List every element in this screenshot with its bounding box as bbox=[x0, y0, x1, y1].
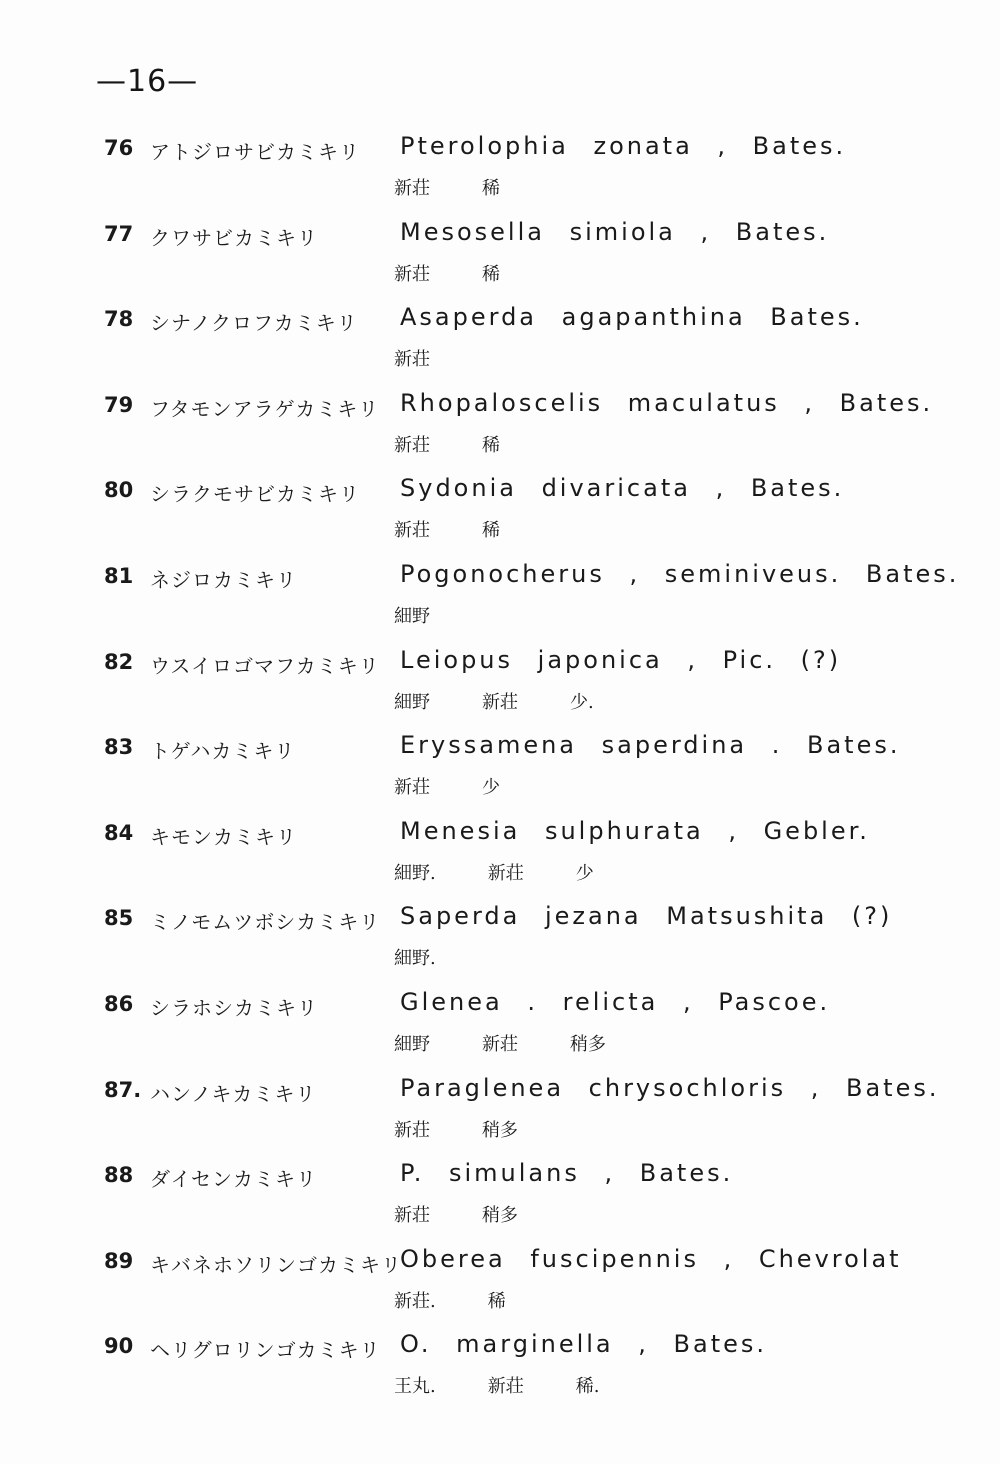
locality-notes bbox=[394, 688, 954, 714]
locality-note: 新荘 bbox=[394, 777, 430, 799]
locality-notes bbox=[394, 1287, 954, 1313]
entry-number: 90 bbox=[104, 1334, 134, 1359]
entry-number: 83 bbox=[104, 735, 134, 760]
locality-note: 稍多 bbox=[482, 1205, 518, 1227]
japanese-name: キモンカミキリ bbox=[150, 824, 297, 849]
entry-number: 89 bbox=[104, 1248, 134, 1273]
species-entry bbox=[0, 560, 1000, 650]
entry-number: 82 bbox=[104, 649, 134, 674]
locality-note: 細野 bbox=[394, 606, 430, 627]
locality-note: 稍多 bbox=[570, 1034, 606, 1055]
japanese-name: キバネホソリンゴカミキリ bbox=[150, 1252, 402, 1277]
entry-number: 86 bbox=[104, 992, 134, 1016]
locality-note: 稀 bbox=[482, 263, 500, 285]
locality-note: 新荘 bbox=[394, 1205, 430, 1227]
scientific-name: Oberea fuscipennis , Chevrolat bbox=[400, 1244, 902, 1273]
locality-notes bbox=[394, 431, 954, 457]
japanese-name: クワサビカミキリ bbox=[150, 225, 318, 250]
japanese-name: ダイセンカミキリ bbox=[150, 1167, 317, 1192]
scientific-name: Pterolophia zonata , Bates. bbox=[400, 132, 847, 160]
locality-note: 新荘 bbox=[394, 263, 430, 285]
locality-notes bbox=[394, 1372, 954, 1398]
japanese-name: アトジロサビカミキリ bbox=[150, 140, 360, 164]
locality-notes bbox=[394, 345, 954, 371]
entry-number: 85 bbox=[104, 906, 134, 931]
scientific-name: O. marginella , Bates. bbox=[400, 1330, 767, 1359]
entry-number: 88 bbox=[104, 1163, 134, 1188]
locality-note: 王丸. bbox=[394, 1376, 436, 1398]
page-number: —16— bbox=[96, 64, 199, 99]
locality-note: 新荘 bbox=[482, 1034, 518, 1055]
scientific-name: Pogonocherus , seminiveus. Bates. bbox=[400, 560, 960, 588]
scientific-name: Leiopus japonica , Pic. (?) bbox=[400, 645, 842, 674]
locality-notes bbox=[394, 260, 954, 286]
scientific-name: Mesosella simiola , Bates. bbox=[400, 217, 830, 246]
locality-note: 稀 bbox=[482, 434, 500, 456]
species-entry bbox=[0, 303, 1000, 393]
locality-note: 稀 bbox=[487, 1290, 506, 1312]
locality-note: 細野. bbox=[394, 862, 436, 884]
japanese-name: トゲハカミキリ bbox=[150, 739, 296, 764]
entry-number: 77 bbox=[104, 221, 134, 246]
locality-note: 稀 bbox=[482, 520, 500, 542]
entry-number: 79 bbox=[104, 392, 134, 417]
species-entry bbox=[0, 388, 1000, 479]
scientific-name: Eryssamena saperdina . Bates. bbox=[400, 731, 901, 760]
locality-notes bbox=[394, 602, 954, 628]
scientific-name: Saperda jezana Matsushita (?) bbox=[400, 902, 893, 931]
locality-notes bbox=[394, 1201, 954, 1227]
locality-note: 少 bbox=[575, 862, 594, 884]
locality-notes bbox=[394, 1030, 954, 1056]
species-entry bbox=[0, 132, 1000, 222]
species-entry bbox=[0, 217, 1000, 308]
locality-note: 新荘 bbox=[482, 691, 518, 713]
locality-note: 細野. bbox=[394, 948, 436, 970]
entry-number: 80 bbox=[104, 478, 134, 503]
species-entry bbox=[0, 902, 1000, 992]
locality-note: 細野 bbox=[394, 691, 430, 713]
locality-note: 新荘 bbox=[487, 862, 524, 884]
japanese-name: ハンノキカミキリ bbox=[150, 1081, 317, 1106]
species-entry bbox=[0, 816, 1000, 907]
entry-number: 76 bbox=[104, 136, 134, 160]
locality-note: 新荘 bbox=[394, 349, 430, 371]
locality-notes bbox=[394, 516, 954, 542]
japanese-name: ネジロカミキリ bbox=[150, 568, 297, 592]
japanese-name: ウスイロゴマフカミキリ bbox=[150, 653, 380, 678]
locality-note: 新荘 bbox=[394, 1119, 430, 1141]
species-entry bbox=[0, 1073, 1000, 1164]
species-entry bbox=[0, 1244, 1000, 1335]
locality-note: 新荘 bbox=[394, 434, 430, 456]
japanese-name: シラクモサビカミキリ bbox=[150, 482, 360, 507]
locality-note: 稍多 bbox=[482, 1119, 518, 1141]
scientific-name: Menesia sulphurata , Gebler. bbox=[400, 816, 870, 845]
locality-note: 稀. bbox=[575, 1376, 600, 1398]
locality-notes bbox=[394, 773, 954, 799]
locality-note: 稀 bbox=[482, 178, 500, 199]
locality-note: 新荘 bbox=[487, 1376, 524, 1398]
locality-notes bbox=[394, 859, 954, 885]
scientific-name: Paraglenea chrysochloris , Bates. bbox=[400, 1073, 940, 1102]
entry-number: 78 bbox=[104, 307, 134, 332]
species-entry bbox=[0, 474, 1000, 564]
entry-number: 87. bbox=[104, 1077, 142, 1102]
japanese-name: ヘリグロリンゴカミキリ bbox=[150, 1338, 381, 1363]
species-entry bbox=[0, 1330, 1000, 1420]
japanese-name: シラホシカミキリ bbox=[150, 996, 318, 1020]
species-entry bbox=[0, 645, 1000, 736]
locality-note: 新荘 bbox=[394, 520, 430, 542]
locality-notes bbox=[394, 174, 954, 200]
scientific-name: Rhopaloscelis maculatus , Bates. bbox=[400, 388, 934, 417]
entry-number: 84 bbox=[104, 820, 134, 845]
scientific-name: Glenea . relicta , Pascoe. bbox=[400, 988, 831, 1016]
species-entry bbox=[0, 1159, 1000, 1249]
scientific-name: Asaperda agapanthina Bates. bbox=[400, 303, 864, 332]
locality-note: 新荘. bbox=[394, 1290, 436, 1312]
scientific-name: Sydonia divaricata , Bates. bbox=[400, 474, 845, 503]
locality-notes bbox=[394, 944, 954, 970]
locality-note: 少. bbox=[570, 691, 594, 713]
locality-note: 少 bbox=[482, 777, 500, 799]
locality-note: 細野 bbox=[394, 1034, 430, 1055]
locality-notes bbox=[394, 1116, 954, 1142]
japanese-name: フタモンアラゲカミキリ bbox=[150, 396, 380, 421]
japanese-name: シナノクロフカミキリ bbox=[150, 311, 358, 336]
japanese-name: ミノモムツボシカミキリ bbox=[150, 910, 381, 935]
species-entry bbox=[0, 988, 1000, 1078]
species-entry bbox=[0, 731, 1000, 821]
entry-number: 81 bbox=[104, 564, 134, 588]
locality-note: 新荘 bbox=[394, 178, 430, 199]
scientific-name: P. simulans , Bates. bbox=[400, 1159, 734, 1188]
